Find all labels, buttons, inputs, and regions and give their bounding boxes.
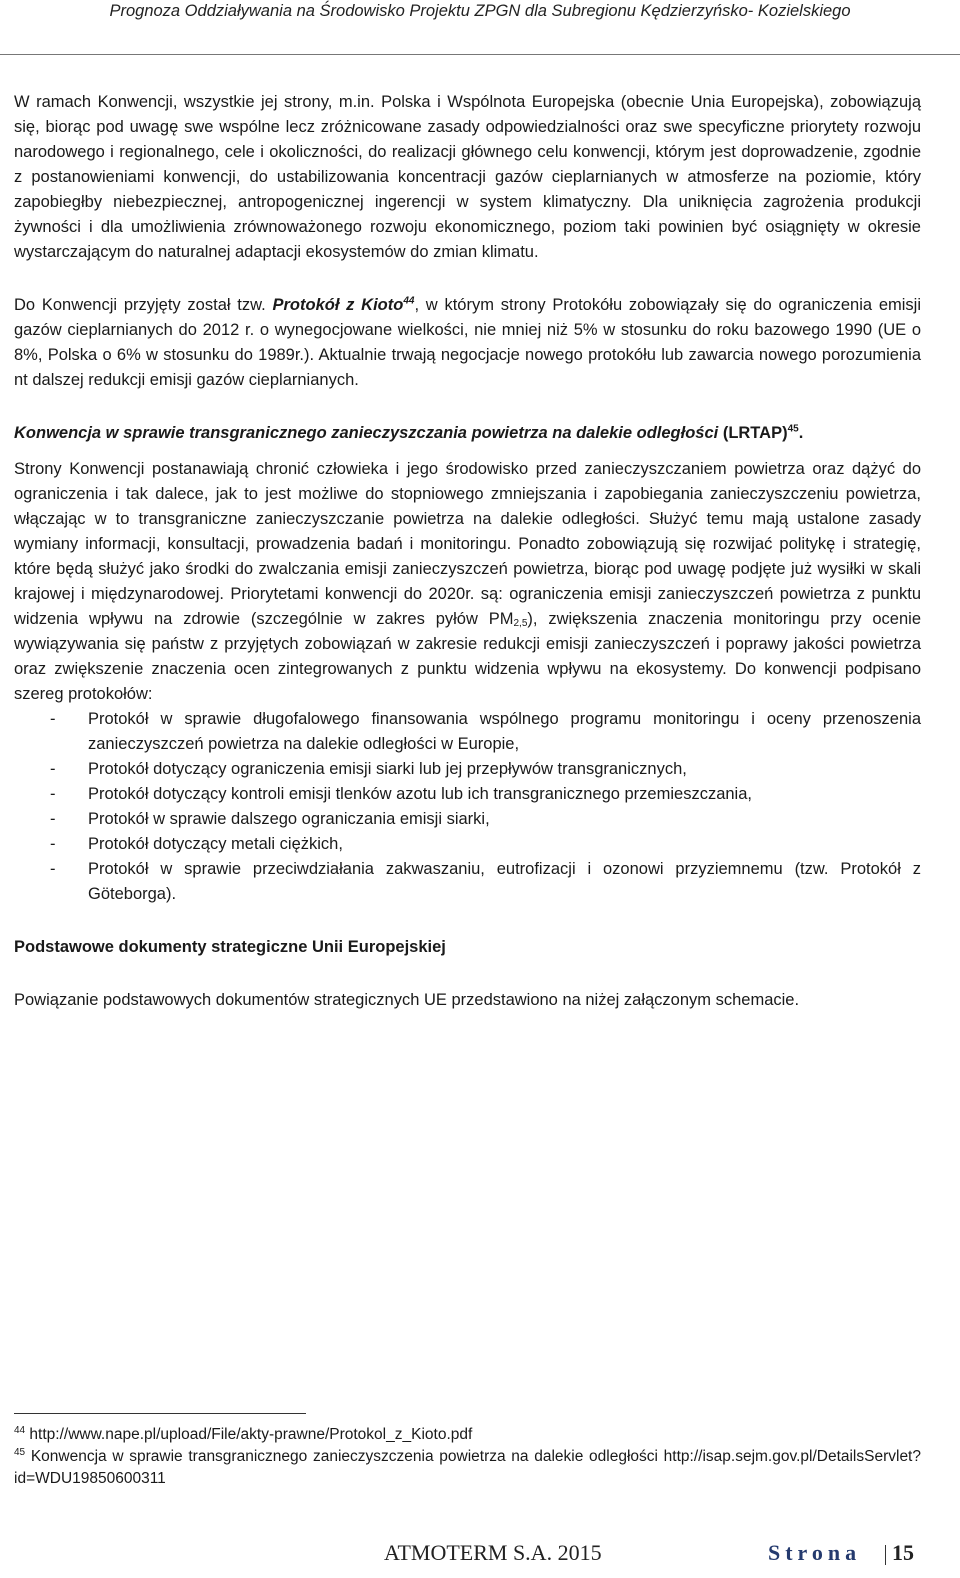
page-header	[0, 0, 960, 40]
paragraph-kioto	[14, 293, 921, 393]
bullet-dash: -	[50, 710, 56, 728]
eu-strategy-paragraph: Powiązanie podstawowych dokumentów strategicznych UE przedstawiono na niżej załączonym schemacie.	[14, 991, 800, 1009]
lrtap-part1: Strony Konwencji postanawiają chronić człowieka i jego środowisko przed zanieczyszczaniem powietrza oraz dążyć do ograniczenia i tak dalece, jak to jest możliwe do stopniowego zmniejszania i zapobiegania zanieczyszczeniu powietrza, włączając w to transgraniczne zanieczyszczanie powietrza na dalekie odległości. Służyć temu mają ustalone zasady wymiany informacji, konsultacji, prowadzenia badań i monitoringu. Ponadto zobowiązują się rozwijać politykę i strategię, które będą służyć jako środki do zwalczania emisji zanieczyszczeń powietrza, biorąc pod uwagę podjęte już wysiłki w skali krajowej i międzynarodowej. Priorytetami konwencji do 2020r. są: ograniczenia emisji zanieczyszczeń powietrza z punktu widzenia wpływu na zdrowie (szczególnie w zakres pyłów PM	[14, 460, 921, 628]
footnote-text[interactable]: Konwencja w sprawie transgranicznego zanieczyszczenia powietrza na dalekie odległości http://isap.sejm.gov.pl/DetailsServlet?id=WDU19850600311	[14, 1448, 921, 1487]
footer-company: ATMOTERM S.A. 2015	[384, 1540, 602, 1565]
footnote-number: 45	[14, 1446, 26, 1458]
protocol-list	[14, 707, 921, 907]
footnote-ref-44[interactable]: 44	[403, 295, 415, 307]
footer-page-number: 15	[892, 1540, 914, 1565]
list-item	[14, 707, 921, 757]
bullet-dash: -	[50, 785, 56, 803]
protocol-text: Protokół dotyczący metali ciężkich,	[88, 835, 343, 853]
lrtap-heading	[14, 421, 921, 446]
footnote-45	[14, 1446, 921, 1490]
paragraph-lrtap	[14, 457, 921, 707]
footnote-divider	[14, 1413, 306, 1414]
protocol-text: Protokół dotyczący ograniczenia emisji siarki lub jej przepływów transgranicznych,	[88, 760, 687, 778]
footnotes	[14, 1424, 921, 1490]
bullet-dash: -	[50, 860, 56, 878]
footer-page-label: Strona	[768, 1540, 862, 1565]
document-body	[14, 90, 921, 1013]
lrtap-heading-text: Konwencja w sprawie transgranicznego zanieczyszczania powietrza na dalekie odległości	[14, 424, 719, 442]
kioto-protocol-name: Protokół z Kioto	[272, 296, 404, 314]
list-item	[14, 857, 921, 907]
protocol-text: Protokół w sprawie długofalowego finansowania wspólnego programu monitoringu i oceny przenoszenia zanieczyszczeń powietrza na dalekie odległości w Europie,	[88, 710, 921, 753]
protocol-text: Protokół w sprawie dalszego ograniczania emisji siarki,	[88, 810, 490, 828]
footnote-number: 44	[14, 1424, 26, 1436]
lrtap-heading-abbr: (LRTAP)	[718, 424, 788, 442]
footer-separator	[885, 1545, 886, 1565]
footnote-44	[14, 1424, 921, 1446]
paragraph-un-convention: W ramach Konwencji, wszystkie jej strony, m.in. Polska i Wspólnota Europejska (obecnie Unia Europejska), zobowiązują się, biorąc pod uwagę swe wspólne lecz zróżnicowane zasady odpowiedzialności oraz swe specyficzne priorytety rozwoju narodowego i regionalnego, cele i okoliczności, do realizacji głównego celu konwencji, którym jest doprowadzenie, zgodnie z postanowieniami konwencji, do ustabilizowania koncentracji gazów cieplarnianych w atmosferze na poziomie, który zapobiegłby niebezpiecznej, antropogenicznej ingerencji w system klimatyczny. Dla uniknięcia zagrożenia produkcji żywności i dla umożliwienia zrównoważonego rozwoju ekonomicznego, poziom taki powinien być osiągnięty w okresie wystarczającym do naturalnej adaptacji ekosystemów do zmian klimatu.	[14, 93, 921, 261]
list-item	[14, 782, 921, 807]
bullet-dash: -	[50, 835, 56, 853]
header-title: Prognoza Oddziaływania na Środowisko Projektu ZPGN dla Subregionu Kędzierzyńsko- Kozielskiego	[109, 2, 851, 20]
eu-strategy-heading: Podstawowe dokumenty strategiczne Unii Europejskiej	[14, 938, 446, 956]
lrtap-part2: ), zwiększenia znaczenia monitoringu przy ocenie wywiązywania się państw z przyjętych zobowiązań w zakresie redukcji emisji zanieczyszczeń i poprawy jakości powietrza oraz zwiększenie znaczenia ocen zintegrowanych z punktu widzenia wpływu na ekosystemy. Do konwencji podpisano szereg protokołów:	[14, 610, 922, 703]
header-divider	[0, 54, 960, 55]
footnote-ref-45[interactable]: 45	[787, 423, 799, 435]
list-item	[14, 757, 921, 782]
protocol-text: Protokół dotyczący kontroli emisji tlenków azotu lub ich transgranicznego przemieszczania,	[88, 785, 752, 803]
footnote-link[interactable]: http://www.nape.pl/upload/File/akty-prawne/Protokol_z_Kioto.pdf	[25, 1426, 473, 1443]
list-item	[14, 832, 921, 857]
pm-subscript: 2,5	[513, 618, 528, 629]
lrtap-heading-end: .	[798, 424, 804, 442]
protocol-text: Protokół w sprawie przeciwdziałania zakwaszaniu, eutrofizacji i ozonowi przyziemnemu (tzw. Protokół z Göteborga).	[88, 860, 921, 903]
list-item	[14, 807, 921, 832]
kioto-intro: Do Konwencji przyjęty został tzw.	[14, 296, 273, 314]
kioto-rest: , w którym strony Protokółu zobowiązały się do ograniczenia emisji gazów cieplarnianych do 2012 r. o wynegocjowane wielkości, nie mniej niż 5% w stosunku do roku bazowego 1990 (UE o 8%, Polska o 6% w stosunku do 1989r.). Aktualnie trwają negocjacje nowego protokółu lub zawarcia nowego porozumienia nt dalszej redukcji emisji gazów cieplarnianych.	[14, 296, 921, 389]
bullet-dash: -	[50, 760, 56, 778]
page-footer	[0, 1538, 960, 1572]
bullet-dash: -	[50, 810, 56, 828]
